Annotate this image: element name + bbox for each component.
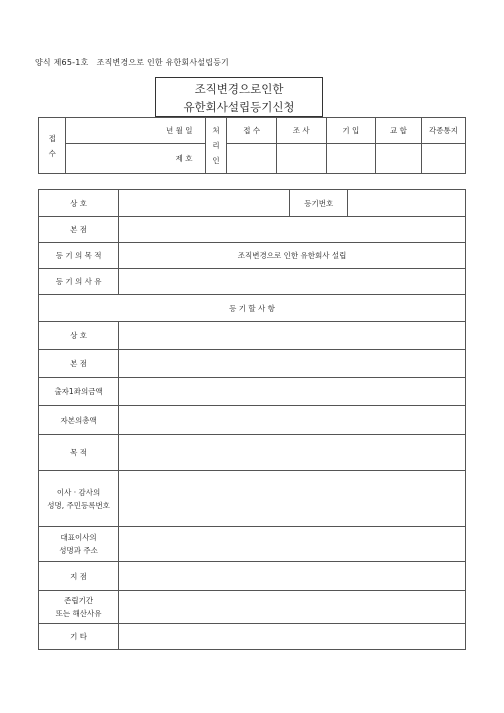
processor-label-b: 리: [212, 141, 220, 150]
reason-label: 등 기 의 사 유: [39, 269, 119, 295]
item-term-line-1: 존립기간: [64, 596, 94, 605]
document-title: [155, 77, 323, 117]
item-other-field[interactable]: [119, 624, 466, 650]
reception-date-field[interactable]: 년 월 일: [66, 118, 205, 144]
item-objects-label: 목 적: [39, 435, 119, 471]
item-directors-line-1: 이사 · 감사의: [56, 487, 101, 497]
reception-table: [38, 117, 466, 174]
item-unit-price-field[interactable]: [119, 378, 466, 406]
reason-field[interactable]: [119, 269, 466, 295]
item-directors-field[interactable]: [119, 471, 466, 527]
title-line-1: 조직변경으로인한: [194, 82, 284, 96]
item-directors-label: [39, 471, 119, 527]
step-review: 조 사: [276, 118, 326, 144]
stamp-review-box[interactable]: [276, 144, 326, 174]
step-notice: 각종통지: [421, 118, 465, 144]
step-receipt: 접 수: [227, 118, 277, 144]
stamp-receipt-box[interactable]: [227, 144, 277, 174]
reg-number-label: 등기번호: [290, 190, 348, 217]
item-unit-price-label: 출자1좌의금액: [39, 378, 119, 406]
reception-label-a: 접: [48, 133, 56, 143]
trade-name-label: 상 호: [39, 190, 119, 217]
reception-number-field[interactable]: 제 호: [66, 144, 205, 174]
step-entry: 기 입: [326, 118, 376, 144]
item-representative-line-2: 성명과 주소: [59, 546, 98, 555]
item-office-label: 본 점: [39, 350, 119, 378]
purpose-label: 등 기 의 목 적: [39, 243, 119, 269]
purpose-value: 조직변경으로 인한 유한회사 설립: [119, 243, 466, 269]
registration-table: [38, 189, 466, 650]
processor-label: [205, 118, 227, 174]
form-number-line: [35, 57, 229, 68]
processor-label-c: 인: [212, 156, 220, 165]
item-directors-line-2: 성명, 주민등록번호: [47, 500, 110, 510]
item-other-label: 기 타: [39, 624, 119, 650]
head-office-label: 본 점: [39, 217, 119, 243]
item-trade-label: 상 호: [39, 322, 119, 350]
stamp-notice-box[interactable]: [421, 144, 465, 174]
item-branch-label: 지 점: [39, 562, 119, 591]
item-term-field[interactable]: [119, 591, 466, 624]
form-number: 양식 제65-1호: [35, 58, 89, 67]
reg-number-field[interactable]: [348, 190, 466, 217]
processor-label-a: 처: [212, 126, 220, 135]
item-branch-field[interactable]: [119, 562, 466, 591]
reception-label: [39, 118, 66, 174]
stamp-check-box[interactable]: [376, 144, 422, 174]
title-line-2: 유한회사설립등기신청: [183, 100, 295, 114]
item-objects-field[interactable]: [119, 435, 466, 471]
item-office-field[interactable]: [119, 350, 466, 378]
stamp-entry-box[interactable]: [326, 144, 376, 174]
item-trade-field[interactable]: [119, 322, 466, 350]
item-representative-field[interactable]: [119, 527, 466, 562]
trade-name-field[interactable]: [119, 190, 290, 217]
item-term-line-2: 또는 해산사유: [55, 609, 102, 618]
item-term-label: [39, 591, 119, 624]
form-name: 조직변경으로 인한 유한회사설립등기: [96, 58, 229, 67]
item-representative-line-1: 대표이사의: [60, 533, 97, 542]
step-check: 교 합: [376, 118, 422, 144]
reception-label-b: 수: [48, 148, 56, 158]
item-representative-label: [39, 527, 119, 562]
item-capital-field[interactable]: [119, 406, 466, 435]
section-title: 등 기 할 사 항: [39, 295, 466, 322]
item-capital-label: 자본의총액: [39, 406, 119, 435]
head-office-field[interactable]: [119, 217, 466, 243]
